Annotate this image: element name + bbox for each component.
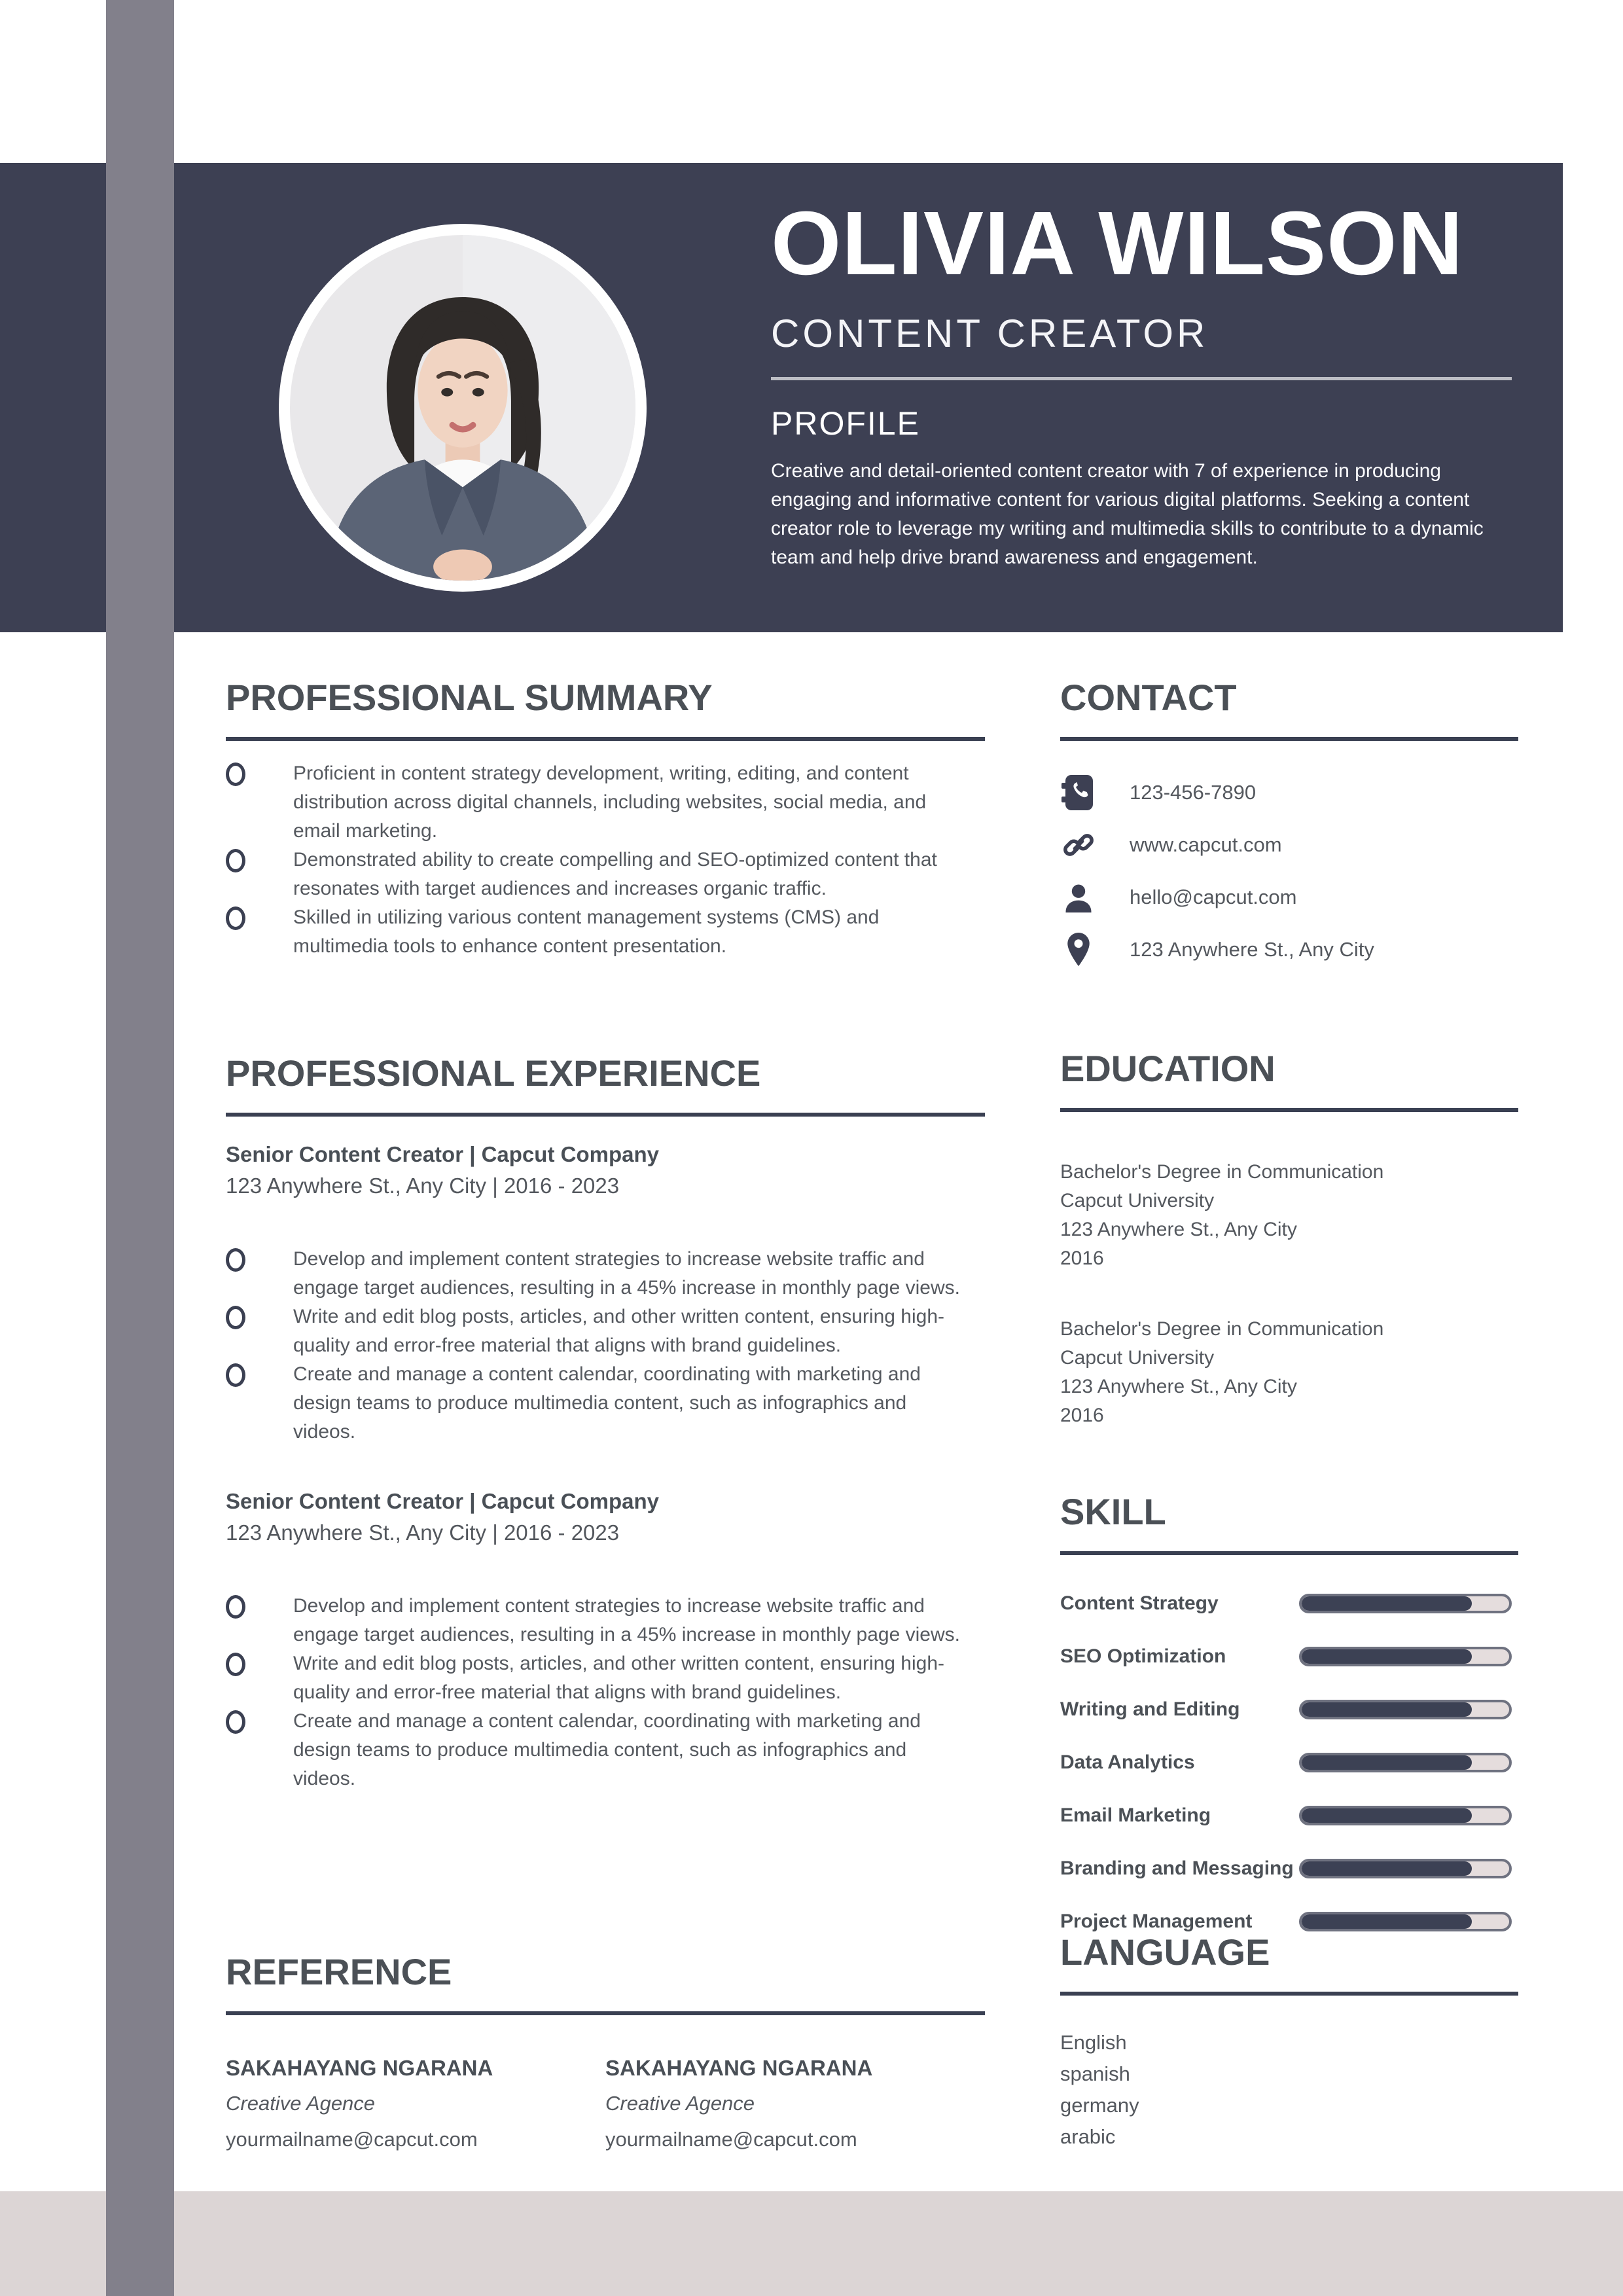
bullet-ring-icon [226,1595,245,1619]
profile-photo [290,235,635,581]
location-icon [1060,929,1097,970]
phone-icon [1060,772,1097,813]
skill-bar [1299,1859,1512,1878]
link-icon [1060,825,1097,865]
contact-phone-value: 123-456-7890 [1130,781,1257,804]
bullet-ring-icon [226,906,245,930]
professional-experience-section [226,1052,985,1793]
skill-row [1060,1804,1558,1827]
list-item [226,1592,985,1649]
contact-row-email [1060,877,1558,918]
skill-section [1060,1491,1558,1963]
language-item: English [1060,2031,1127,2054]
education-school: Capcut University [1060,1190,1215,1211]
education-school: Capcut University [1060,1347,1215,1369]
bullet-text: Create and manage a content calendar, coordinating with marketing and design teams to produce multimedia content, such as infographics and videos. [293,1710,921,1789]
reference-name: SAKAHAYANG NGARANA [226,2056,493,2080]
list-item [226,1649,985,1707]
skill-row [1060,1910,1558,1933]
reference-entry [605,2057,985,2149]
section-title: PROFESSIONAL EXPERIENCE [226,1052,761,1094]
section-title: CONTACT [1060,677,1237,718]
skill-bar-fill [1302,1596,1472,1611]
education-year: 2016 [1060,1405,1104,1426]
bullet-ring-icon [226,1363,245,1387]
reference-email: yourmailname@capcut.com [605,2128,857,2151]
skill-label: Branding and Messaging [1060,1857,1294,1879]
reference-company: Creative Agence [226,2092,376,2115]
experience-entry [226,1486,985,1793]
skill-bar-fill [1302,1755,1472,1770]
section-underline [226,1113,985,1117]
list-item [226,759,985,846]
education-address: 123 Anywhere St., Any City [1060,1219,1297,1240]
bullet-text: Create and manage a content calendar, coordinating with marketing and design teams to produce multimedia content, such as infographics and videos. [293,1363,921,1443]
contact-row-address [1060,929,1558,970]
reference-entry [226,2057,605,2149]
list-item [226,846,985,903]
skill-bar-fill [1302,1649,1472,1664]
skill-row [1060,1645,1558,1668]
footer-band [0,2191,1623,2296]
list-item [226,1707,985,1793]
skill-bar [1299,1753,1512,1772]
education-degree: Bachelor's Degree in Communication [1060,1318,1384,1340]
education-address: 123 Anywhere St., Any City [1060,1376,1297,1397]
skill-bar [1299,1700,1512,1719]
bullet-text: Skilled in utilizing various content management systems (CMS) and multimedia tools to enhance content presentation. [293,906,880,957]
job-title: Senior Content Creator | Capcut Company [226,1489,659,1513]
skill-label: Data Analytics [1060,1751,1195,1773]
job-title: Senior Content Creator | Capcut Company [226,1142,659,1166]
section-underline [1060,1108,1518,1112]
education-entry [1060,1315,1558,1430]
bullet-ring-icon [226,1653,245,1676]
portrait-illustration [290,235,635,581]
bullet-text: Write and edit blog posts, articles, and other written content, ensuring high-quality and error-free material that aligns with brand guidelines. [293,1306,944,1356]
list-item [226,1245,985,1302]
skill-label: Writing and Editing [1060,1698,1240,1720]
contact-address-value: 123 Anywhere St., Any City [1130,938,1374,961]
section-underline [1060,737,1518,741]
section-underline [1060,1992,1518,1996]
section-title: REFERENCE [226,1951,452,1992]
language-item: spanish [1060,2062,1130,2085]
bullet-text: Develop and implement content strategies to increase website traffic and engage target audiences, resulting in a 45% increase in monthly page views. [293,1248,960,1299]
profile-photo-frame [279,224,647,592]
education-entry [1060,1158,1558,1273]
contact-section [1060,679,1558,982]
header-divider [771,377,1512,380]
language-item: arabic [1060,2125,1116,2148]
profile-section-title: PROFILE [771,405,920,442]
section-title: PROFESSIONAL SUMMARY [226,677,713,718]
language-section [1060,1931,1558,2153]
reference-email: yourmailname@capcut.com [226,2128,478,2151]
contact-row-phone [1060,772,1558,813]
bullet-ring-icon [226,849,245,872]
section-title: SKILL [1060,1491,1166,1532]
skill-row [1060,1751,1558,1774]
bullet-ring-icon [226,1710,245,1734]
bullet-text: Develop and implement content strategies to increase website traffic and engage target audiences, resulting in a 45% increase in monthly page views. [293,1595,960,1645]
skill-label: SEO Optimization [1060,1645,1226,1667]
job-meta: 123 Anywhere St., Any City | 2016 - 2023 [226,1520,620,1545]
skill-bar [1299,1912,1512,1931]
section-underline [226,737,985,741]
section-underline [226,2011,985,2015]
section-title: LANGUAGE [1060,1931,1270,1973]
skill-row [1060,1857,1558,1880]
contact-website-value: www.capcut.com [1130,833,1282,856]
bullet-ring-icon [226,762,245,786]
skill-bar-fill [1302,1861,1472,1876]
skill-bar [1299,1594,1512,1613]
language-item: germany [1060,2094,1139,2117]
bullet-ring-icon [226,1306,245,1329]
professional-summary-section [226,679,985,961]
skill-label: Email Marketing [1060,1804,1211,1826]
bullet-text: Proficient in content strategy development, writing, editing, and content distribution across digital channels, including websites, social media, and email marketing. [293,762,927,842]
person-icon [1060,877,1097,918]
skill-bar-fill [1302,1808,1472,1823]
reference-section [226,1951,985,2151]
skill-row [1060,1698,1558,1721]
education-section [1060,1050,1558,1430]
skill-bar-fill [1302,1914,1472,1929]
skill-bar-fill [1302,1702,1472,1717]
section-underline [1060,1551,1518,1555]
reference-company: Creative Agence [605,2092,755,2115]
job-role-subtitle: CONTENT CREATOR [771,312,1209,355]
page-title-name: OLIVIA WILSON [771,193,1464,294]
skill-label: Project Management [1060,1910,1253,1932]
bullet-text: Demonstrated ability to create compelling and SEO-optimized content that resonates with target audiences and increases organic traffic. [293,849,937,899]
contact-email-value: hello@capcut.com [1130,886,1297,908]
skill-label: Content Strategy [1060,1592,1219,1614]
skill-row [1060,1592,1558,1615]
list-item [226,1360,985,1446]
skill-bar [1299,1806,1512,1825]
bullet-text: Write and edit blog posts, articles, and other written content, ensuring high-quality and error-free material that aligns with brand guidelines. [293,1653,944,1703]
experience-entry [226,1139,985,1446]
list-item [226,903,985,961]
education-year: 2016 [1060,1247,1104,1269]
section-title: EDUCATION [1060,1048,1275,1089]
skill-bar [1299,1647,1512,1666]
list-item [226,1302,985,1360]
education-degree: Bachelor's Degree in Communication [1060,1161,1384,1183]
contact-row-website [1060,825,1558,865]
bullet-ring-icon [226,1248,245,1272]
profile-summary-text: Creative and detail-oriented content creator with 7 of experience in producing engaging and informative content for various digital platforms. Seeking a content creator role to leverage my writing and multimedia skills to contribute to a dynamic team and help drive brand awareness and engagement. [771,460,1484,568]
job-meta: 123 Anywhere St., Any City | 2016 - 2023 [226,1174,620,1198]
reference-name: SAKAHAYANG NGARANA [605,2056,873,2080]
vertical-accent-stripe [106,0,174,2296]
